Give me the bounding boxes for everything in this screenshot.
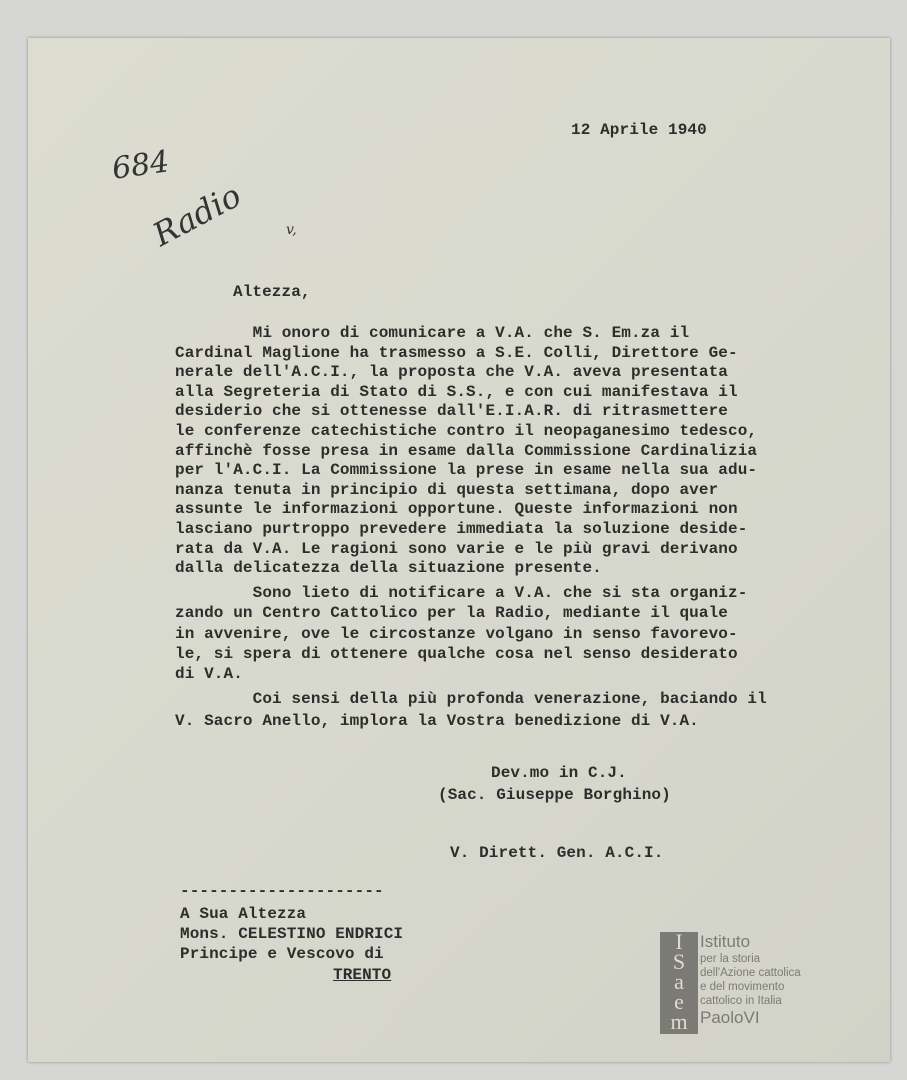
logo-line: Istituto <box>700 932 751 951</box>
paragraph-1 <box>175 324 757 579</box>
recipient-city: TRENTO <box>333 966 392 984</box>
logo-line: dell'Azione cattolica <box>700 967 801 979</box>
salutation: Altezza, <box>233 283 311 301</box>
text-line: affinchè fosse presa in esame dalla Commissione Cardinalizia <box>175 441 758 460</box>
recipient-block <box>180 904 403 964</box>
text-line: le conferenze catechistiche contro il neopaganesimo tedesco, <box>175 421 758 440</box>
text-line: Mi onoro di comunicare a V.A. che S. Em.za il <box>175 324 690 342</box>
text-line: Sono lieto di notificare a V.A. che si sta organiz- <box>175 584 748 602</box>
text-line: le, si spera di ottenere qualche cosa nel senso desiderato <box>175 644 738 663</box>
logo-mark: I S a e m <box>660 932 698 1034</box>
signature-title: V. Dirett. Gen. A.C.I. <box>450 844 664 862</box>
text-line: lasciano purtroppo prevedere immediata la soluzione deside- <box>175 519 748 538</box>
logo-text <box>700 932 801 1028</box>
text-line: di V.A. <box>175 665 243 684</box>
logo-line: per la storia <box>700 953 761 965</box>
text-line: per l'A.C.I. La Commissione la prese in esame nella sua adu- <box>175 461 758 480</box>
handwritten-mark: v, <box>286 222 297 238</box>
paragraph-3 <box>175 688 767 732</box>
handwritten-number: 684 <box>109 144 172 187</box>
recipient-line: Mons. CELESTINO ENDRICI <box>180 925 404 943</box>
text-line: desiderio che si ottenesse dall'E.I.A.R. di ritrasmettere <box>175 402 728 421</box>
text-line: V. Sacro Anello, implora la Vostra benedizione di V.A. <box>175 712 699 730</box>
closing-signature: (Sac. Giuseppe Borghino) <box>438 786 671 804</box>
logo-line: PaoloVI <box>700 1008 760 1027</box>
letter-date: 12 Aprile 1940 <box>571 121 707 139</box>
text-line: dalla delicatezza della situazione presente. <box>175 559 602 578</box>
text-line: assunte le informazioni opportune. Queste informazioni non <box>175 500 738 519</box>
recipient-line: Principe e Vescovo di <box>180 945 384 963</box>
text-line: Cardinal Maglione ha trasmesso a S.E. Colli, Direttore Ge- <box>175 343 738 362</box>
logo-line: cattolico in Italia <box>700 995 782 1007</box>
text-line: rata da V.A. Le ragioni sono varie e le più gravi derivano <box>175 539 738 558</box>
text-line: nerale dell'A.C.I., la proposta che V.A. aveva presentata <box>175 363 728 382</box>
institute-logo <box>660 929 801 1036</box>
handwritten-word: Radio <box>146 176 248 254</box>
separator-line: --------------------- <box>180 882 384 900</box>
closing-line-1: Dev.mo in C.J. <box>491 764 627 782</box>
paragraph-2 <box>175 583 747 684</box>
logo-line: e del movimento <box>700 981 785 993</box>
text-line: alla Segreteria di Stato di S.S., e con cui manifestava il <box>175 382 738 401</box>
text-line: nanza tenuta in principio di questa settimana, dopo aver <box>175 480 719 499</box>
text-line: zando un Centro Cattolico per la Radio, mediante il quale <box>175 604 728 623</box>
text-line: Coi sensi della più profonda venerazione, baciando il <box>175 690 767 708</box>
text-line: in avvenire, ove le circostanze volgano in senso favorevo- <box>175 624 738 643</box>
recipient-line: A Sua Altezza <box>180 905 307 923</box>
